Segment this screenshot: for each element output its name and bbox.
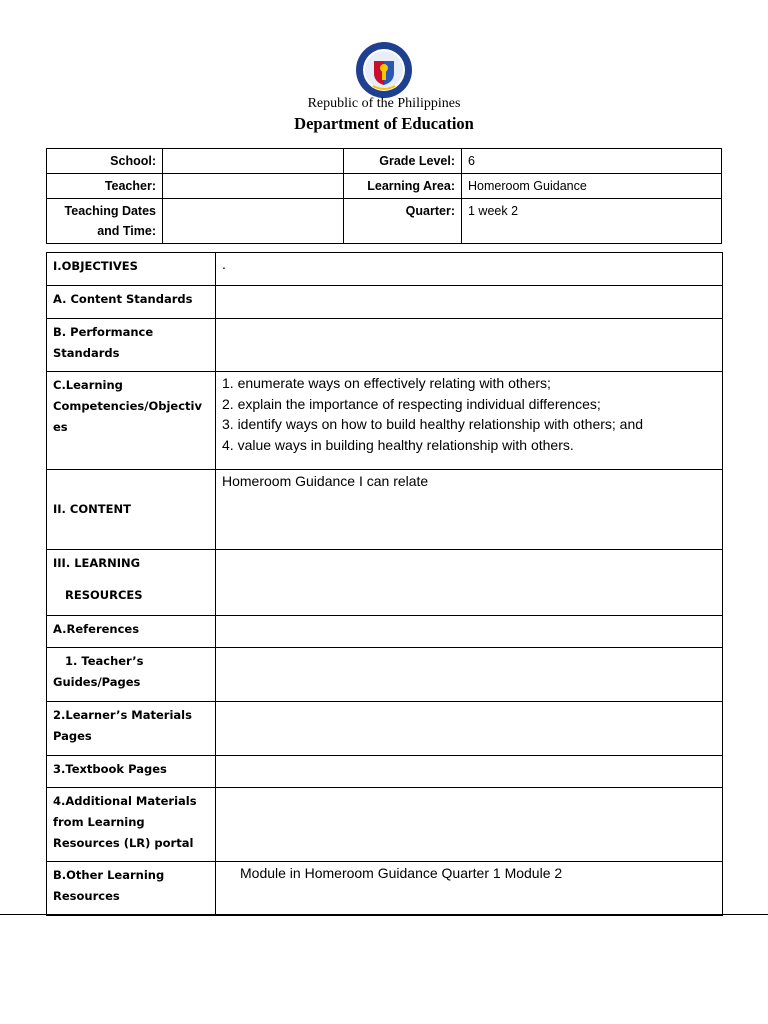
row-references <box>47 616 723 648</box>
row-content <box>47 470 723 550</box>
deped-seal-logo <box>351 41 417 99</box>
references-label: A.References <box>47 616 216 648</box>
info-row-dates <box>47 199 722 244</box>
row-objectives <box>47 253 723 286</box>
teachers-guides-label-line1: 1. Teacher’s <box>65 654 144 668</box>
competency-item: 4. value ways in building healthy relationship with others. <box>222 436 574 453</box>
teachers-guides-field[interactable] <box>216 648 723 702</box>
row-learning-resources <box>47 550 723 616</box>
learners-materials-label <box>47 702 216 756</box>
other-resources-label-line2: Resources <box>53 889 120 903</box>
content-standards-label: A. Content Standards <box>47 286 216 319</box>
row-learners-materials <box>47 702 723 756</box>
learning-resources-field[interactable] <box>216 550 723 616</box>
additional-materials-label-line3: Resources (LR) portal <box>53 836 194 850</box>
teachers-guides-label-line2: Guides/Pages <box>53 675 141 689</box>
page-divider <box>0 914 768 915</box>
competency-item: 3. identify ways on how to build healthy relationship with others; and <box>222 416 644 432</box>
grade-level-field[interactable]: 6 <box>462 149 722 174</box>
additional-materials-field[interactable] <box>216 788 723 862</box>
objectives-field[interactable]: . <box>216 253 723 286</box>
info-row-teacher <box>47 174 722 199</box>
school-label: School: <box>47 149 163 174</box>
competency-item: 2. explain the importance of respecting individual differences; <box>222 395 601 412</box>
content-label: II. CONTENT <box>47 470 216 550</box>
quarter-field[interactable]: 1 week 2 <box>462 199 722 244</box>
references-field[interactable] <box>216 616 723 648</box>
other-resources-label-line1: B.Other Learning <box>53 868 165 882</box>
performance-standards-label <box>47 319 216 372</box>
additional-materials-label-line2: from Learning <box>53 815 145 829</box>
quarter-label: Quarter: <box>344 199 462 244</box>
learning-competencies-label-line1: C.Learning <box>53 378 123 392</box>
learning-area-label: Learning Area: <box>344 174 462 199</box>
teaching-dates-label-line2: and Time: <box>97 224 156 238</box>
learners-materials-label-line2: Pages <box>53 729 92 743</box>
textbook-pages-label: 3.Textbook Pages <box>47 756 216 788</box>
republic-title: Republic of the Philippines <box>307 96 461 111</box>
learning-competencies-field[interactable] <box>216 372 723 470</box>
row-teachers-guides <box>47 648 723 702</box>
competency-item: 1. enumerate ways on effectively relating with others; <box>222 375 551 391</box>
teacher-field[interactable] <box>163 174 344 199</box>
content-standards-field[interactable] <box>216 286 723 319</box>
additional-materials-label-line1: 4.Additional Materials <box>53 794 197 808</box>
row-additional-materials <box>47 788 723 862</box>
department-title: Department of Education <box>294 114 474 133</box>
objectives-label: I.OBJECTIVES <box>47 253 216 286</box>
row-performance-standards <box>47 319 723 372</box>
content-field[interactable]: Homeroom Guidance I can relate <box>216 470 723 550</box>
row-textbook-pages <box>47 756 723 788</box>
teachers-guides-label <box>47 648 216 702</box>
performance-standards-label-line2: Standards <box>53 346 120 360</box>
learning-resources-label-line1: III. LEARNING <box>53 556 141 570</box>
teaching-dates-label-line1: Teaching Dates <box>64 204 156 218</box>
teaching-dates-field[interactable] <box>163 199 344 244</box>
info-table <box>46 148 722 244</box>
row-other-resources <box>47 862 723 916</box>
additional-materials-label <box>47 788 216 862</box>
other-resources-field[interactable] <box>216 862 723 916</box>
learning-competencies-label-line3: es <box>53 420 68 434</box>
textbook-pages-field[interactable] <box>216 756 723 788</box>
learners-materials-label-line1: 2.Learner’s Materials <box>53 708 192 722</box>
teaching-dates-label <box>47 199 163 244</box>
learning-competencies-label-line2: Competencies/Objectiv <box>53 399 202 413</box>
learning-resources-label-line2: RESOURCES <box>65 588 143 602</box>
row-content-standards <box>47 286 723 319</box>
performance-standards-field[interactable] <box>216 319 723 372</box>
learning-competencies-label <box>47 372 216 470</box>
info-row-school <box>47 149 722 174</box>
other-resources-value: Module in Homeroom Guidance Quarter 1 Module 2 <box>240 865 563 881</box>
performance-standards-label-line1: B. Performance <box>53 325 154 339</box>
learners-materials-field[interactable] <box>216 702 723 756</box>
teacher-label: Teacher: <box>47 174 163 199</box>
learning-resources-label <box>47 550 216 616</box>
grade-level-label: Grade Level: <box>344 149 462 174</box>
lesson-plan-table <box>46 252 723 916</box>
learning-area-field[interactable]: Homeroom Guidance <box>462 174 722 199</box>
row-learning-competencies <box>47 372 723 470</box>
school-field[interactable] <box>163 149 344 174</box>
other-resources-label <box>47 862 216 916</box>
